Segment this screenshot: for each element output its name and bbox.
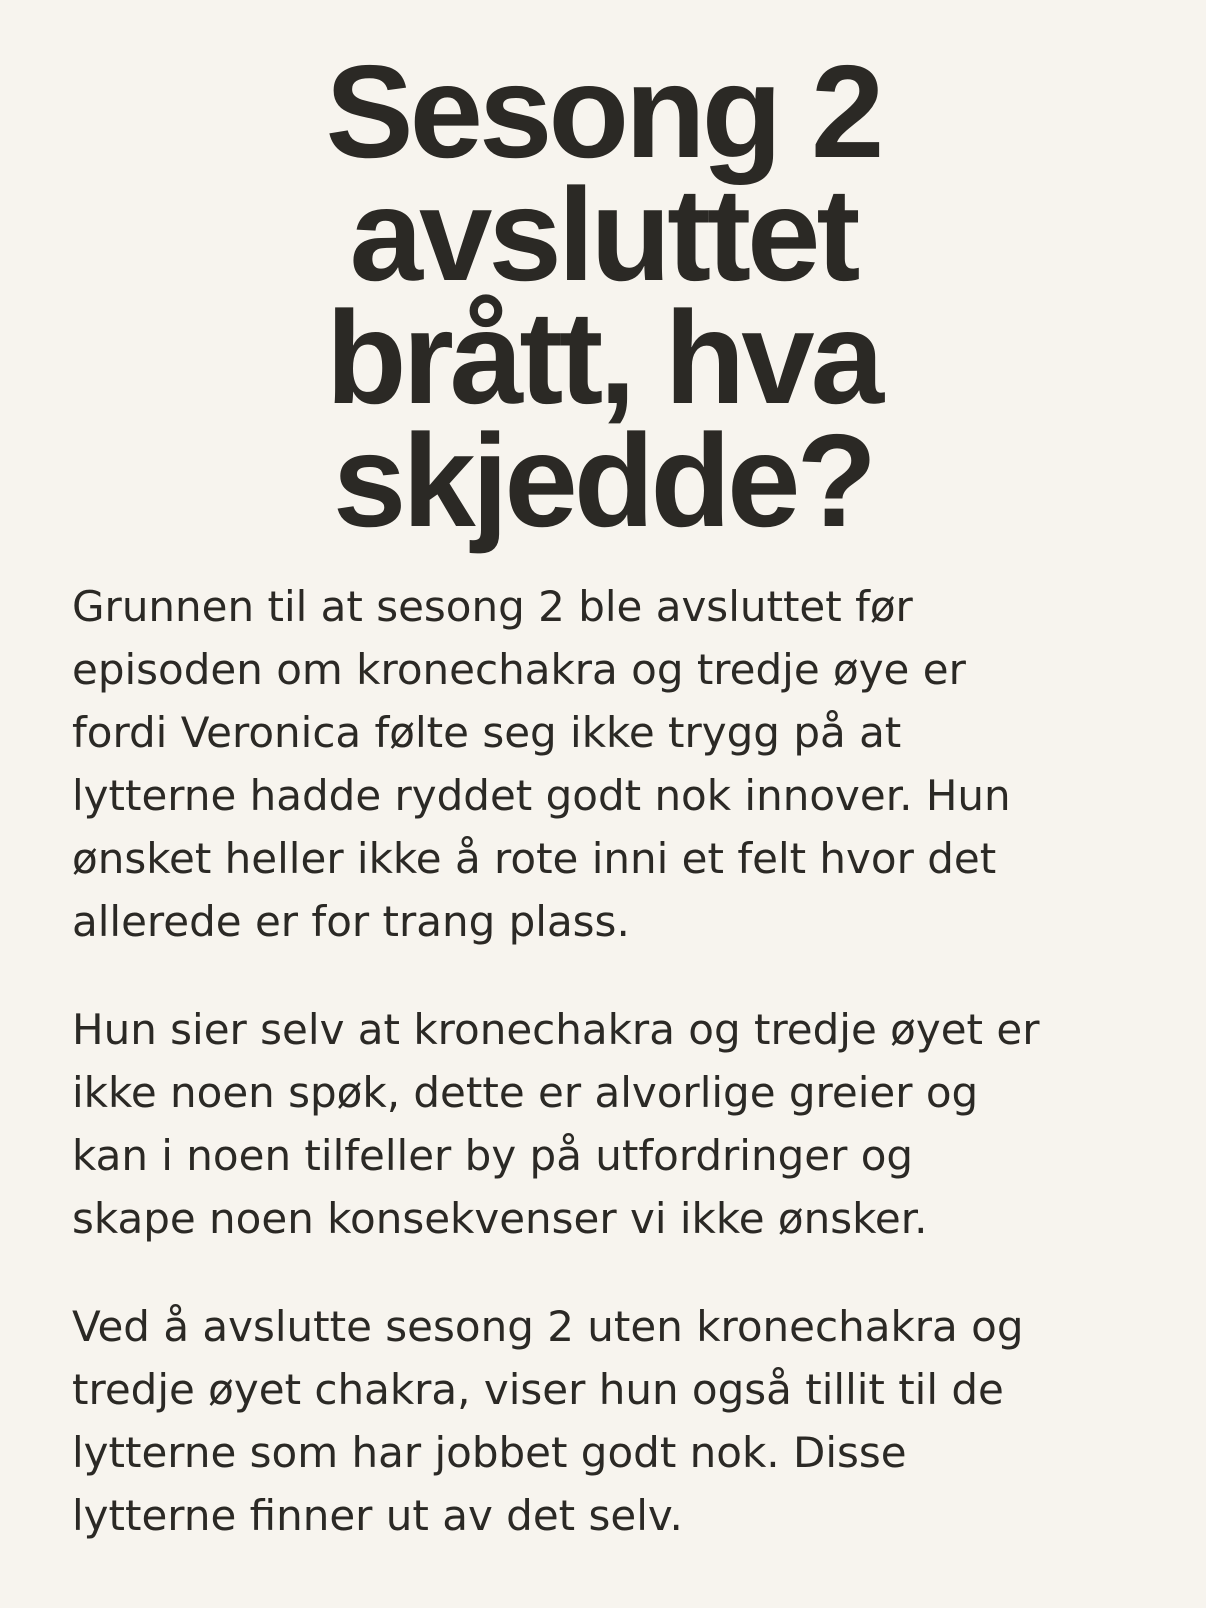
- text-line: lytterne som har jobbet godt nok. Disse: [72, 1428, 907, 1477]
- title-line: Sesong 2: [325, 38, 881, 185]
- title-line: skjedde?: [332, 407, 874, 554]
- text-line: allerede er for trang plass.: [72, 897, 630, 946]
- text-line: lytterne hadde ryddet godt nok innover. Hun: [72, 771, 1011, 820]
- text-line: Ved å avslutte sesong 2 uten kronechakra og: [72, 1302, 1024, 1351]
- text-line: lytterne finner ut av det selv.: [72, 1491, 683, 1540]
- title-line: avsluttet: [349, 161, 857, 308]
- text-line: ønsket heller ikke å rote inni et felt hvor det: [72, 834, 997, 883]
- text-line: skape noen konsekvenser vi ikke ønsker.: [72, 1194, 928, 1243]
- article-title: [0, 38, 1206, 554]
- text-line: ikke noen spøk, dette er alvorlige greier og: [72, 1068, 979, 1117]
- text-line: Hun sier selv at kronechakra og tredje øyet er: [72, 1005, 1040, 1054]
- paragraph-2: [72, 998, 1142, 1250]
- paragraph-1: [72, 575, 1142, 953]
- paragraph-3: [72, 1295, 1142, 1547]
- text-line: Grunnen til at sesong 2 ble avsluttet før: [72, 582, 913, 631]
- text-line: tredje øyet chakra, viser hun også tillit til de: [72, 1365, 1004, 1414]
- text-line: kan i noen tilfeller by på utfordringer og: [72, 1131, 914, 1180]
- text-line: episoden om kronechakra og tredje øye er: [72, 645, 966, 694]
- article-body: [72, 575, 1142, 1592]
- title-line: brått, hva: [325, 284, 881, 431]
- text-line: fordi Veronica følte seg ikke trygg på at: [72, 708, 902, 757]
